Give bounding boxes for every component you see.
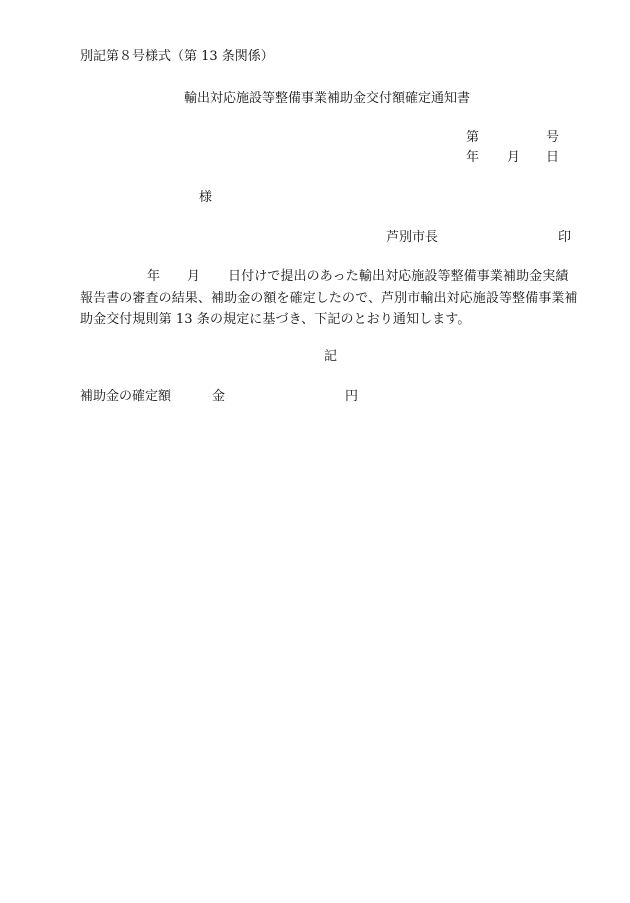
form-label: 別記第８号様式（第 13 条関係） bbox=[80, 49, 274, 64]
seal-mark: 印 bbox=[558, 230, 572, 245]
number-dai: 第 bbox=[466, 130, 480, 145]
number-go: 号 bbox=[546, 130, 560, 145]
body-line1-rest: 日付けで提出のあった輸出対応施設等整備事業補助金実績 bbox=[228, 269, 569, 284]
document-title: 輸出対応施設等整備事業補助金交付額確定通知書 bbox=[184, 91, 471, 106]
amount-yen: 円 bbox=[345, 389, 359, 404]
date-year: 年 bbox=[466, 150, 480, 165]
body-line2: 報告書の審査の結果、補助金の額を確定したので、芦別市輸出対応施設等整備事業補 bbox=[80, 291, 578, 306]
date-day: 日 bbox=[546, 150, 560, 165]
body-year: 年 bbox=[147, 269, 161, 284]
amount-label: 補助金の確定額 bbox=[80, 389, 172, 404]
amount-kin: 金 bbox=[212, 389, 226, 404]
sender-name: 芦別市長 bbox=[386, 230, 439, 245]
addressee-suffix: 様 bbox=[199, 190, 213, 205]
body-line3: 助金交付規則第 13 条の規定に基づき、下記のとおり通知します。 bbox=[80, 312, 471, 327]
ki-heading: 記 bbox=[324, 349, 338, 364]
body-month: 月 bbox=[187, 269, 201, 284]
date-month: 月 bbox=[507, 150, 521, 165]
